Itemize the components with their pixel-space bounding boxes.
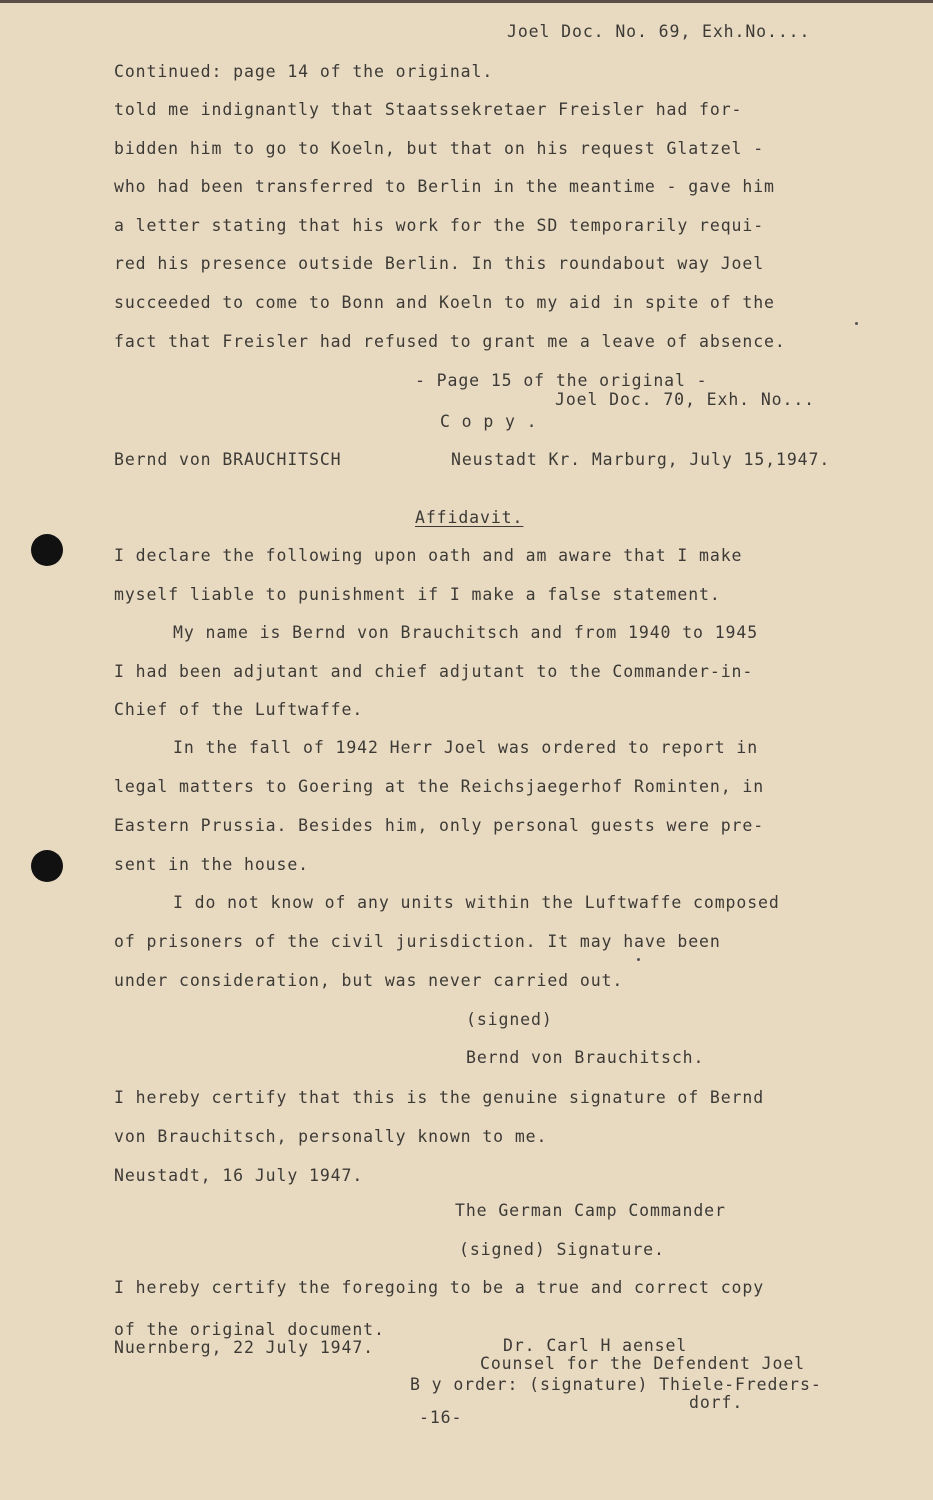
paragraph-line: von Brauchitsch, personally known to me.: [114, 1127, 548, 1146]
counsel-title: Counsel for the Defendent Joel: [480, 1354, 806, 1373]
counsel-name: Dr. Carl H aensel: [503, 1336, 688, 1355]
signed-signature: (signed) Signature.: [459, 1240, 665, 1259]
nuernberg-date: Nuernberg, 22 July 1947.: [114, 1338, 375, 1357]
paragraph-line: I declare the following upon oath and am aware that I make: [114, 546, 743, 565]
paragraph-line: Eastern Prussia. Besides him, only personal guests were pre-: [114, 816, 765, 835]
paragraph-line: told me indignantly that Staatssekretaer Freisler had for-: [114, 100, 743, 119]
page-number: -16-: [419, 1408, 463, 1427]
speck: [637, 958, 640, 961]
top-edge: [0, 0, 933, 3]
place-date: Neustadt Kr. Marburg, July 15,1947.: [451, 450, 831, 469]
punch-hole: [31, 850, 63, 882]
certify-date: Neustadt, 16 July 1947.: [114, 1166, 364, 1185]
paragraph-line: who had been transferred to Berlin in the meantime - gave him: [114, 177, 775, 196]
punch-hole: [31, 534, 63, 566]
paragraph-line: fact that Freisler had refused to grant me a leave of absence.: [114, 332, 786, 351]
by-order: B y order: (signature) Thiele-Freders-: [410, 1375, 822, 1394]
paragraph-line: under consideration, but was never carried out.: [114, 971, 624, 990]
paragraph-line: I had been adjutant and chief adjutant to the Commander-in-: [114, 662, 754, 681]
camp-commander: The German Camp Commander: [455, 1201, 726, 1220]
author-name: Bernd von BRAUCHITSCH: [114, 450, 342, 469]
doc-ref-second: Joel Doc. 70, Exh. No...: [555, 390, 816, 409]
paragraph-line: of prisoners of the civil jurisdiction. It may have been: [114, 932, 721, 951]
page-marker: - Page 15 of the original -: [415, 371, 708, 390]
paragraph-line: My name is Bernd von Brauchitsch and from 1940 to 1945: [173, 623, 759, 642]
paragraph-line: In the fall of 1942 Herr Joel was ordered to report in: [173, 738, 759, 757]
signer-name: Bernd von Brauchitsch.: [466, 1048, 705, 1067]
paragraph-line: of the original document.: [114, 1320, 385, 1339]
paragraph-line: succeeded to come to Bonn and Koeln to my aid in spite of the: [114, 293, 775, 312]
speck: [855, 322, 858, 325]
paragraph-line: a letter stating that his work for the SD temporarily requi-: [114, 216, 765, 235]
doc-ref-header: Joel Doc. No. 69, Exh.No....: [507, 22, 811, 41]
copy-label: C o p y .: [440, 412, 538, 431]
paragraph-line: I hereby certify that this is the genuine signature of Bernd: [114, 1088, 765, 1107]
paragraph-line: Chief of the Luftwaffe.: [114, 700, 364, 719]
paragraph-line: myself liable to punishment if I make a false statement.: [114, 585, 721, 604]
paragraph-line: red his presence outside Berlin. In this roundabout way Joel: [114, 254, 765, 273]
paragraph-line: legal matters to Goering at the Reichsjaegerhof Rominten, in: [114, 777, 765, 796]
continued-note: Continued: page 14 of the original.: [114, 62, 494, 81]
paragraph-line: sent in the house.: [114, 855, 310, 874]
paragraph-line: I do not know of any units within the Luftwaffe composed: [173, 893, 780, 912]
affidavit-title: Affidavit.: [415, 508, 524, 527]
paragraph-line: I hereby certify the foregoing to be a true and correct copy: [114, 1278, 765, 1297]
by-order-cont: dorf.: [689, 1393, 744, 1412]
paragraph-line: bidden him to go to Koeln, but that on his request Glatzel -: [114, 139, 765, 158]
signed-note: (signed): [466, 1010, 553, 1029]
